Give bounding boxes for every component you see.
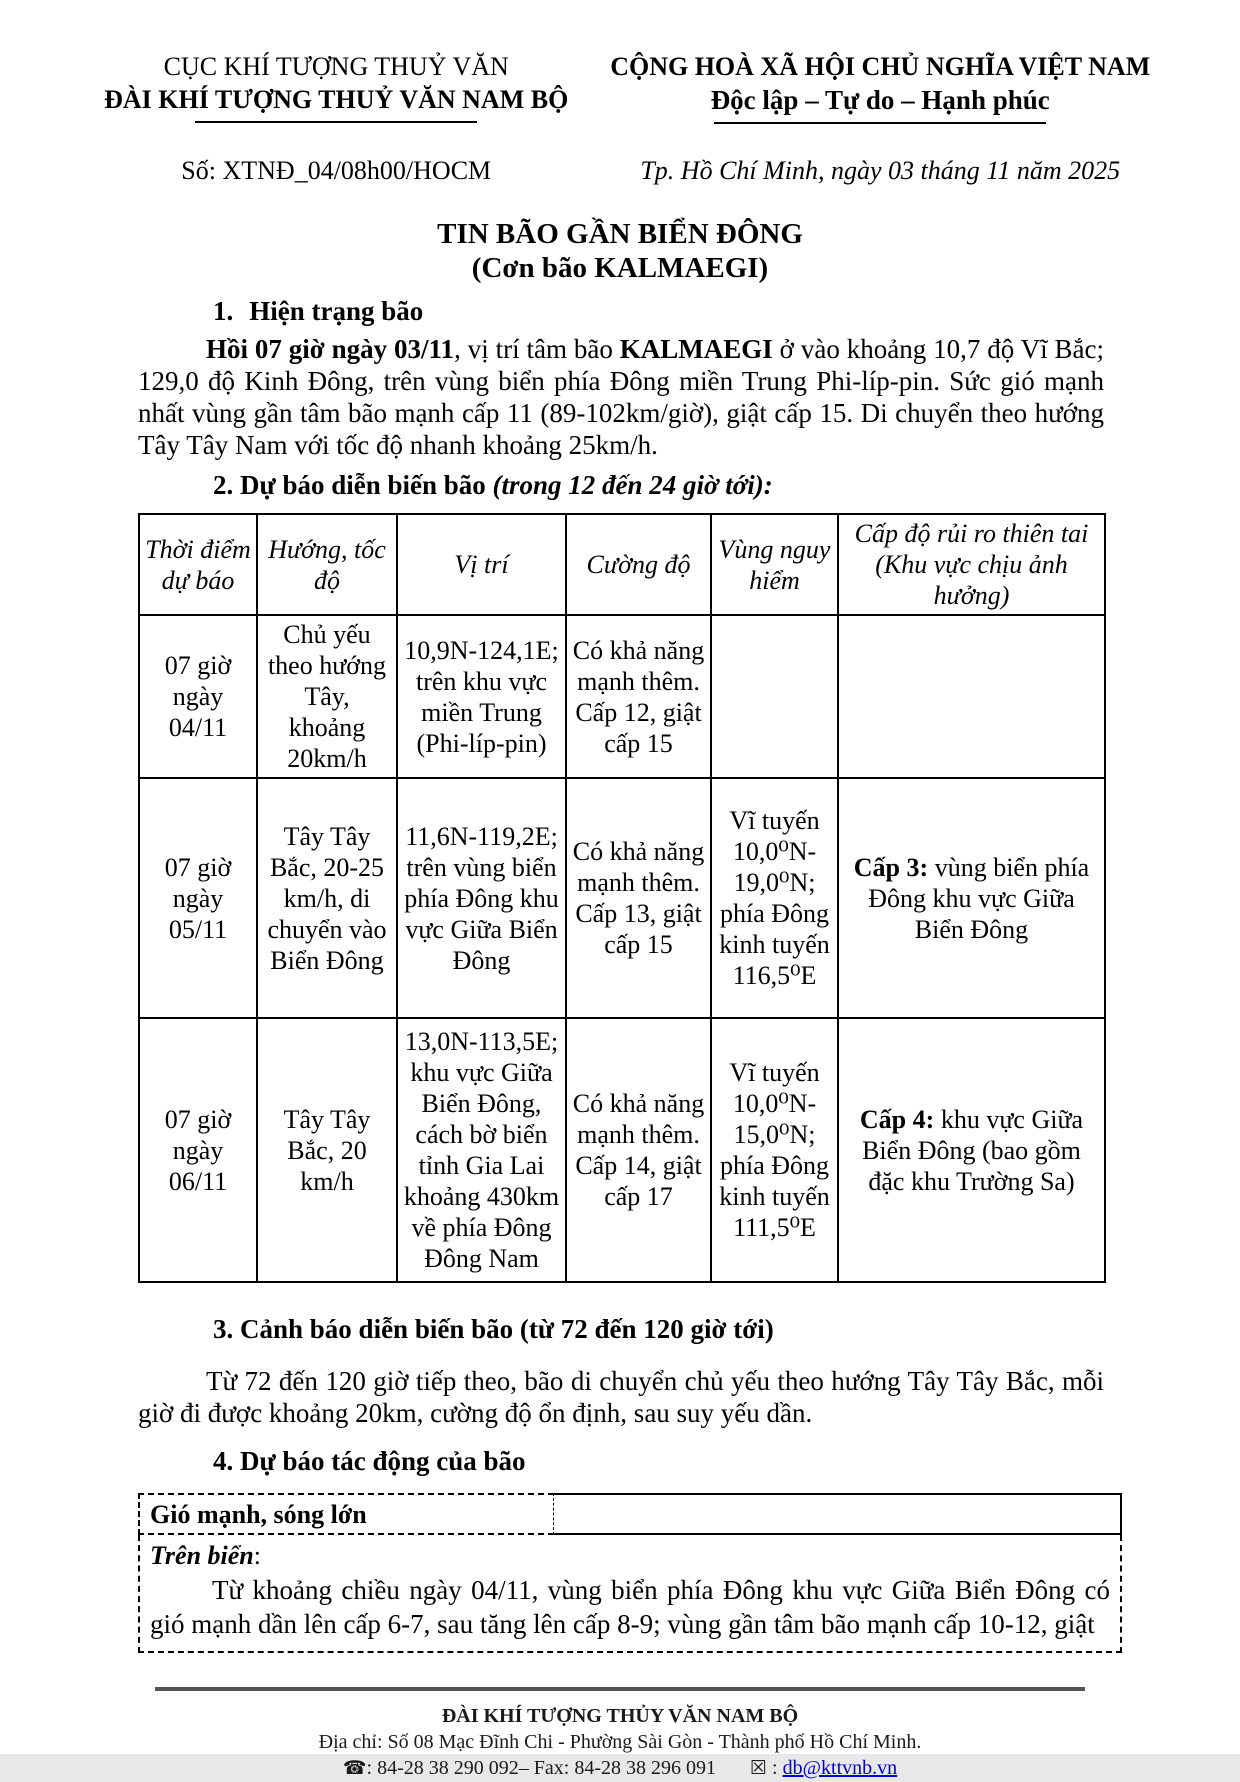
document-letterhead — [86, 50, 1174, 124]
email-link[interactable]: db@kttvnb.vn — [782, 1757, 898, 1779]
status-text-1: , vị trí tâm bão — [454, 334, 620, 364]
section1-heading — [138, 295, 1104, 327]
section2-heading — [138, 469, 1104, 501]
phone-fax-numbers: : 84-28 38 290 092– Fax: 84-28 38 296 091 — [366, 1757, 716, 1779]
document-title: TIN BÃO GẦN BIỂN ĐÔNG — [437, 218, 803, 250]
section1-number: 1. — [213, 296, 234, 326]
cell-intensity: Có khả năng mạnh thêm. Cấp 14, giật cấp 17 — [566, 1018, 711, 1282]
storm-status-paragraph — [138, 333, 1104, 461]
cell-intensity: Có khả năng mạnh thêm. Cấp 13, giật cấp 15 — [566, 778, 711, 1018]
cell-time: 07 giờ ngày 05/11 — [139, 778, 257, 1018]
document-footer — [0, 1703, 1240, 1782]
cell-direction: Tây Tây Bắc, 20 km/h — [257, 1018, 397, 1282]
status-text-2: ở vào khoảng 10,7 độ Vĩ Bắc; 129,0 độ Kinh Đông, trên vùng biển phía Đông miền Trung Phi-líp-pin. Sức gió mạnh nhất vùng gần tâm bão mạnh cấp 11 (89-102km/giờ), giật cấp 15. Di chuyển theo hướng Tây Tây Nam với tốc độ nhanh khoảng 25km/h. — [138, 334, 1104, 460]
cell-danger-zone — [711, 615, 838, 778]
storm-name-bold: KALMAEGI — [619, 334, 773, 364]
section4-heading: 4. Dự báo tác động của bão — [213, 1446, 526, 1476]
impact-header-cell: Gió mạnh, sóng lớn — [138, 1493, 554, 1535]
cell-direction: Tây Tây Bắc, 20-25 km/h, di chuyển vào Biển Đông — [257, 778, 397, 1018]
warning-paragraph: Từ 72 đến 120 giờ tiếp theo, bão di chuyển chủ yếu theo hướng Tây Tây Bắc, mỗi giờ đi được khoảng 20km, cường độ ổn định, sau suy yếu dần. — [138, 1366, 1104, 1428]
cell-position: 10,9N-124,1E; trên khu vực miền Trung (Phi-líp-pin) — [397, 615, 566, 778]
risk-level-bold: Cấp 3: — [853, 852, 929, 882]
footer-contact-line — [0, 1755, 1240, 1782]
col-header-danger-zone: Vùng nguy hiểm — [711, 514, 838, 615]
scope-colon: : — [253, 1541, 261, 1570]
document-meta-row — [86, 154, 1174, 187]
impact-header-row — [138, 1493, 1122, 1535]
forecast-table — [138, 513, 1106, 1283]
table-row — [139, 615, 1105, 778]
impact-content-row — [138, 1535, 1122, 1653]
place-and-date: Tp. Hồ Chí Minh, ngày 03 tháng 11 năm 2025 — [640, 156, 1121, 185]
col-header-direction: Hướng, tốc độ — [257, 514, 397, 615]
cell-time: 07 giờ ngày 04/11 — [139, 615, 257, 778]
footer-divider — [155, 1687, 1085, 1691]
col-header-risk-level: Cấp độ rủi ro thiên tai (Khu vực chịu ảnh hưởng) — [838, 514, 1105, 615]
cell-risk-level — [838, 1018, 1105, 1282]
risk-level-bold: Cấp 4: — [859, 1104, 935, 1134]
cell-risk-level — [838, 615, 1105, 778]
table-row — [139, 1018, 1105, 1282]
document-subtitle: (Cơn bão KALMAEGI) — [471, 252, 769, 284]
motto-underline — [714, 122, 1046, 124]
footer-address: Địa chỉ: Số 08 Mạc Đĩnh Chi - Phường Sài Gòn - Thành phố Hồ Chí Minh. — [318, 1731, 922, 1753]
cell-intensity: Có khả năng mạnh thêm. Cấp 12, giật cấp 15 — [566, 615, 711, 778]
col-header-intensity: Cường độ — [566, 514, 711, 615]
section2-title-italic: (trong 12 đến 24 giờ tới): — [492, 470, 773, 500]
forecast-table-header — [139, 514, 1105, 615]
impact-table — [138, 1493, 1122, 1653]
risk-level-text: khu vực Giữa Biển Đông (bao gồm đặc khu Trường Sa) — [862, 1104, 1084, 1196]
title-block — [0, 217, 1240, 285]
national-motto: Độc lập – Tự do – Hạnh phúc — [710, 85, 1050, 115]
status-time-bold: Hồi 07 giờ ngày 03/11 — [206, 334, 455, 364]
section2-title: 2. Dự báo diễn biến bão — [213, 470, 493, 500]
cell-risk-level — [838, 778, 1105, 1018]
agency-parent-name: CỤC KHÍ TƯỢNG THUỶ VĂN — [163, 52, 509, 81]
section1-title: Hiện trạng bão — [249, 296, 424, 326]
impact-scope-label — [150, 1539, 1110, 1573]
national-title: CỘNG HOÀ XÃ HỘI CHỦ NGHĨA VIỆT NAM — [610, 52, 1151, 81]
impact-empty-cell — [554, 1493, 1122, 1535]
cell-time: 07 giờ ngày 06/11 — [139, 1018, 257, 1282]
issuing-agency-block — [86, 50, 586, 124]
footer-organization: ĐÀI KHÍ TƯỢNG THỦY VĂN NAM BỘ — [441, 1705, 799, 1727]
risk-level-text: vùng biển phía Đông khu vực Giữa Biển Đông — [868, 852, 1090, 944]
scope-label-text: Trên biển — [150, 1541, 254, 1570]
national-heading-block — [586, 50, 1174, 124]
cell-direction: Chủ yếu theo hướng Tây, khoảng 20km/h — [257, 615, 397, 778]
document-body — [138, 295, 1104, 1477]
col-header-time: Thời điểm dự báo — [139, 514, 257, 615]
mail-colon: : — [767, 1757, 783, 1779]
section3-heading: 3. Cảnh báo diễn biến bão (từ 72 đến 120 giờ tới) — [213, 1314, 774, 1344]
impact-paragraph: Từ khoảng chiều ngày 04/11, vùng biển phía Đông khu vực Giữa Biển Đông có gió mạnh dần lên cấp 6-7, sau tăng lên cấp 8-9; vùng gần tâm bão mạnh cấp 10-12, giật — [150, 1575, 1110, 1639]
phone-icon: ☎ — [342, 1757, 367, 1779]
cell-danger-zone: Vĩ tuyến 10,0⁰N-19,0⁰N; phía Đông kinh tuyến 116,5⁰E — [711, 778, 838, 1018]
cell-danger-zone: Vĩ tuyến 10,0⁰N-15,0⁰N; phía Đông kinh tuyến 111,5⁰E — [711, 1018, 838, 1282]
table-row — [139, 778, 1105, 1018]
cell-position: 13,0N-113,5E; khu vực Giữa Biển Đông, cách bờ biển tỉnh Gia Lai khoảng 430km về phía Đông Đông Nam — [397, 1018, 566, 1282]
document-number: Số: XTNĐ_04/08h00/HOCM — [181, 156, 492, 185]
mail-icon: ☒ — [749, 1757, 768, 1779]
col-header-position: Vị trí — [397, 514, 566, 615]
agency-underline — [195, 121, 477, 123]
agency-name: ĐÀI KHÍ TƯỢNG THUỶ VĂN NAM BỘ — [104, 85, 569, 114]
cell-position: 11,6N-119,2E; trên vùng biển phía Đông khu vực Giữa Biển Đông — [397, 778, 566, 1018]
